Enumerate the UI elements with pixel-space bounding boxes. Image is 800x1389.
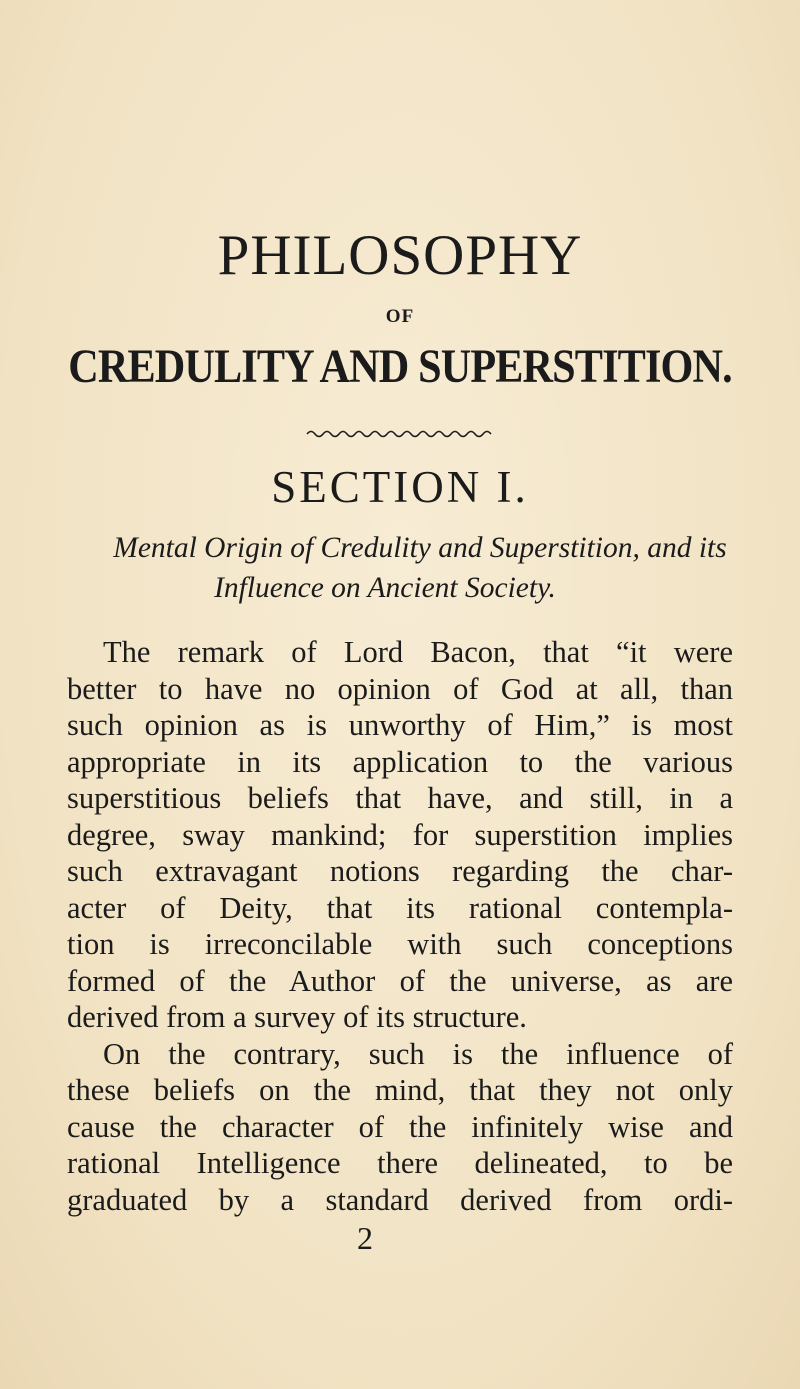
section-subtitle-line: Mental Origin of Credulity and Superstition, and its [113, 532, 727, 564]
body-line: graduated by a standard derived from ordi- [67, 1182, 733, 1217]
wavy-rule-ornament [305, 428, 495, 440]
body-line: cause the character of the infinitely wise and [67, 1109, 733, 1144]
body-line: rational Intelligence there delineated, to be [67, 1146, 733, 1180]
title-connector: OF [385, 306, 415, 327]
body-line: these beliefs on the mind, that they not only [67, 1073, 733, 1107]
body-line: better to have no opinion of God at all, than [67, 671, 733, 706]
body-line: degree, sway mankind; for superstition implies [67, 817, 733, 852]
book-title: PHILOSOPHY [217, 224, 583, 287]
body-line: appropriate in its application to the various [67, 744, 733, 779]
body-line: On the contrary, such is the influence of [103, 1036, 733, 1071]
body-line: such extravagant notions regarding the char- [67, 854, 733, 888]
body-line: such opinion as is unworthy of Him,” is most [67, 708, 733, 742]
page-number: 2 [357, 1220, 373, 1256]
body-line: tion is irreconcilable with such conceptions [67, 927, 733, 961]
body-line: acter of Deity, that its rational contempla- [67, 890, 733, 925]
body-text [67, 634, 733, 1218]
section-subtitle-line: Influence on Ancient Society. [214, 572, 556, 604]
section-heading: SECTION I. [271, 462, 529, 512]
body-line: derived from a survey of its structure. [67, 1000, 527, 1034]
body-line: The remark of Lord Bacon, that “it were [103, 635, 733, 669]
body-line: superstitious beliefs that have, and still, in a [67, 781, 733, 815]
book-subtitle: CREDULITY AND SUPERSTITION. [68, 340, 732, 393]
section-subtitle [100, 528, 740, 608]
body-line: formed of the Author of the universe, as are [67, 963, 733, 998]
